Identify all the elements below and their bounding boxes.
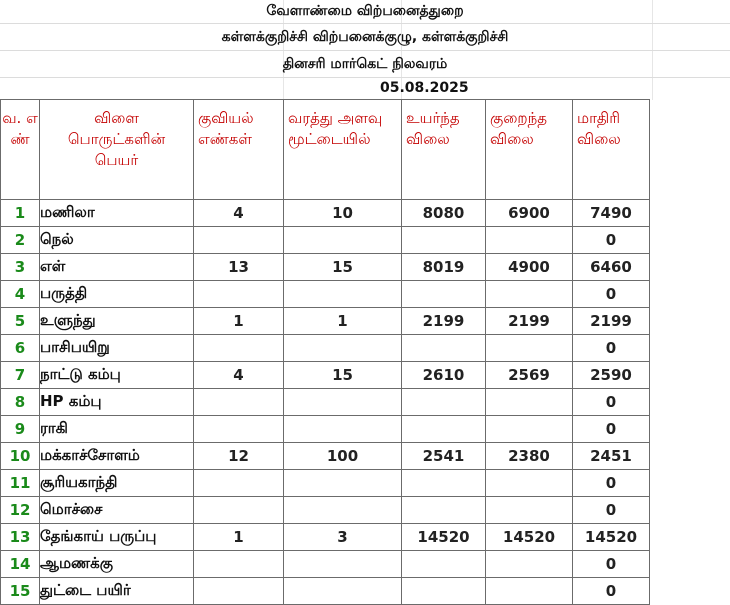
blank-cell <box>650 308 730 335</box>
cell-produce-name: நாட்டு கம்பு <box>40 362 194 389</box>
cell-arrival-bags <box>284 578 402 605</box>
blank-cell <box>650 362 730 389</box>
cell-max-price <box>402 416 486 443</box>
cell-sno: 11 <box>1 470 40 497</box>
cell-produce-name: உளுந்து <box>40 308 194 335</box>
cell-arrival-bags: 3 <box>284 524 402 551</box>
blank-cell <box>650 470 730 497</box>
cell-min-price: 2380 <box>486 443 573 470</box>
table-row <box>1 227 730 254</box>
cell-max-price: 2541 <box>402 443 486 470</box>
blank-cell <box>650 254 730 281</box>
cell-max-price <box>402 470 486 497</box>
cell-min-price <box>486 470 573 497</box>
cell-arrival-bags <box>284 227 402 254</box>
table-row <box>1 497 730 524</box>
table-row <box>1 524 730 551</box>
cell-sno: 6 <box>1 335 40 362</box>
table-row <box>1 308 730 335</box>
cell-max-price: 8019 <box>402 254 486 281</box>
blank-cell <box>650 416 730 443</box>
blank-cell <box>650 281 730 308</box>
table-row <box>1 470 730 497</box>
table-row <box>1 578 730 605</box>
cell-sno: 15 <box>1 578 40 605</box>
cell-sno: 7 <box>1 362 40 389</box>
cell-min-price <box>486 281 573 308</box>
cell-lot-count <box>194 497 284 524</box>
cell-min-price <box>486 335 573 362</box>
cell-sno: 4 <box>1 281 40 308</box>
cell-min-price <box>486 551 573 578</box>
blank-cell <box>650 100 730 200</box>
header-lot-count: குவியல் எண்கள் <box>194 100 284 200</box>
cell-max-price: 8080 <box>402 200 486 227</box>
cell-arrival-bags <box>284 470 402 497</box>
cell-min-price <box>486 578 573 605</box>
committee-title: கள்ளக்குறிச்சி விற்பனைக்குழு, கள்ளக்குறிச்சி <box>0 24 730 51</box>
cell-sno: 9 <box>1 416 40 443</box>
cell-max-price <box>402 578 486 605</box>
cell-modal-price: 6460 <box>573 254 650 281</box>
header-min-price: குறைந்த விலை <box>486 100 573 200</box>
table-header-row <box>1 100 730 200</box>
table-row <box>1 281 730 308</box>
cell-max-price <box>402 497 486 524</box>
cell-modal-price: 0 <box>573 551 650 578</box>
cell-max-price: 2610 <box>402 362 486 389</box>
table-body <box>1 200 730 605</box>
cell-min-price <box>486 389 573 416</box>
cell-produce-name: மொச்சை <box>40 497 194 524</box>
cell-produce-name: HP கம்பு <box>40 389 194 416</box>
cell-min-price <box>486 416 573 443</box>
cell-produce-name: ராகி <box>40 416 194 443</box>
table-row <box>1 551 730 578</box>
cell-max-price <box>402 551 486 578</box>
cell-sno: 1 <box>1 200 40 227</box>
cell-produce-name: மக்காச்சோளம் <box>40 443 194 470</box>
cell-modal-price: 2590 <box>573 362 650 389</box>
cell-arrival-bags <box>284 281 402 308</box>
cell-lot-count <box>194 551 284 578</box>
table-row <box>1 416 730 443</box>
report-date: 05.08.2025 <box>380 80 469 96</box>
cell-modal-price: 0 <box>573 578 650 605</box>
cell-sno: 5 <box>1 308 40 335</box>
cell-arrival-bags <box>284 389 402 416</box>
cell-produce-name: துட்டை பயிர் <box>40 578 194 605</box>
cell-sno: 2 <box>1 227 40 254</box>
cell-lot-count: 1 <box>194 524 284 551</box>
table-row <box>1 254 730 281</box>
cell-sno: 10 <box>1 443 40 470</box>
cell-arrival-bags: 1 <box>284 308 402 335</box>
blank-cell <box>650 524 730 551</box>
table-row <box>1 362 730 389</box>
cell-max-price: 14520 <box>402 524 486 551</box>
cell-sno: 8 <box>1 389 40 416</box>
cell-lot-count <box>194 578 284 605</box>
table-row <box>1 389 730 416</box>
blank-cell <box>650 227 730 254</box>
cell-sno: 12 <box>1 497 40 524</box>
cell-produce-name: தேங்காய் பருப்பு <box>40 524 194 551</box>
blank-cell <box>650 200 730 227</box>
cell-lot-count <box>194 335 284 362</box>
cell-modal-price: 0 <box>573 497 650 524</box>
price-table <box>0 99 730 605</box>
cell-modal-price: 14520 <box>573 524 650 551</box>
cell-lot-count: 4 <box>194 200 284 227</box>
cell-arrival-bags: 15 <box>284 254 402 281</box>
cell-modal-price: 0 <box>573 335 650 362</box>
cell-min-price: 2199 <box>486 308 573 335</box>
header-modal-price: மாதிரி விலை <box>573 100 650 200</box>
cell-max-price <box>402 389 486 416</box>
cell-arrival-bags: 100 <box>284 443 402 470</box>
cell-modal-price: 0 <box>573 281 650 308</box>
cell-max-price <box>402 227 486 254</box>
cell-sno: 3 <box>1 254 40 281</box>
cell-modal-price: 2451 <box>573 443 650 470</box>
cell-arrival-bags <box>284 335 402 362</box>
cell-min-price <box>486 227 573 254</box>
blank-cell <box>650 335 730 362</box>
cell-max-price <box>402 281 486 308</box>
table-row <box>1 335 730 362</box>
blank-cell <box>650 551 730 578</box>
cell-modal-price: 0 <box>573 389 650 416</box>
cell-lot-count <box>194 227 284 254</box>
cell-min-price <box>486 497 573 524</box>
cell-produce-name: பாசிபயிறு <box>40 335 194 362</box>
cell-lot-count: 4 <box>194 362 284 389</box>
blank-cell <box>650 497 730 524</box>
cell-sno: 13 <box>1 524 40 551</box>
cell-lot-count: 1 <box>194 308 284 335</box>
cell-modal-price: 0 <box>573 470 650 497</box>
cell-arrival-bags <box>284 551 402 578</box>
cell-modal-price: 0 <box>573 416 650 443</box>
header-arrival-bags: வரத்து அளவு மூட்டையில் <box>284 100 402 200</box>
cell-max-price: 2199 <box>402 308 486 335</box>
cell-lot-count <box>194 416 284 443</box>
department-title: வேளாண்மை விற்பனைத்துறை <box>0 0 730 24</box>
cell-produce-name: பருத்தி <box>40 281 194 308</box>
cell-lot-count: 12 <box>194 443 284 470</box>
cell-lot-count <box>194 470 284 497</box>
cell-min-price: 2569 <box>486 362 573 389</box>
table-row <box>1 200 730 227</box>
cell-arrival-bags: 15 <box>284 362 402 389</box>
cell-modal-price: 0 <box>573 227 650 254</box>
table-row <box>1 443 730 470</box>
cell-produce-name: எள் <box>40 254 194 281</box>
cell-produce-name: மணிலா <box>40 200 194 227</box>
blank-cell <box>650 578 730 605</box>
header-sno: வ. எ ண் <box>1 100 40 200</box>
cell-produce-name: ஆமணக்கு <box>40 551 194 578</box>
cell-modal-price: 2199 <box>573 308 650 335</box>
cell-arrival-bags: 10 <box>284 200 402 227</box>
cell-sno: 14 <box>1 551 40 578</box>
header-produce-name: விளை பொருட்களின் பெயர் <box>40 100 194 200</box>
cell-produce-name: நெல் <box>40 227 194 254</box>
cell-min-price: 4900 <box>486 254 573 281</box>
cell-max-price <box>402 335 486 362</box>
cell-lot-count <box>194 281 284 308</box>
cell-lot-count: 13 <box>194 254 284 281</box>
blank-cell <box>650 443 730 470</box>
cell-arrival-bags <box>284 416 402 443</box>
cell-lot-count <box>194 389 284 416</box>
cell-min-price: 14520 <box>486 524 573 551</box>
report-title: தினசரி மார்கெட் நிலவரம் <box>0 51 730 78</box>
cell-min-price: 6900 <box>486 200 573 227</box>
cell-modal-price: 7490 <box>573 200 650 227</box>
cell-arrival-bags <box>284 497 402 524</box>
blank-cell <box>650 389 730 416</box>
header-max-price: உயர்ந்த விலை <box>402 100 486 200</box>
cell-produce-name: சூரியகாந்தி <box>40 470 194 497</box>
